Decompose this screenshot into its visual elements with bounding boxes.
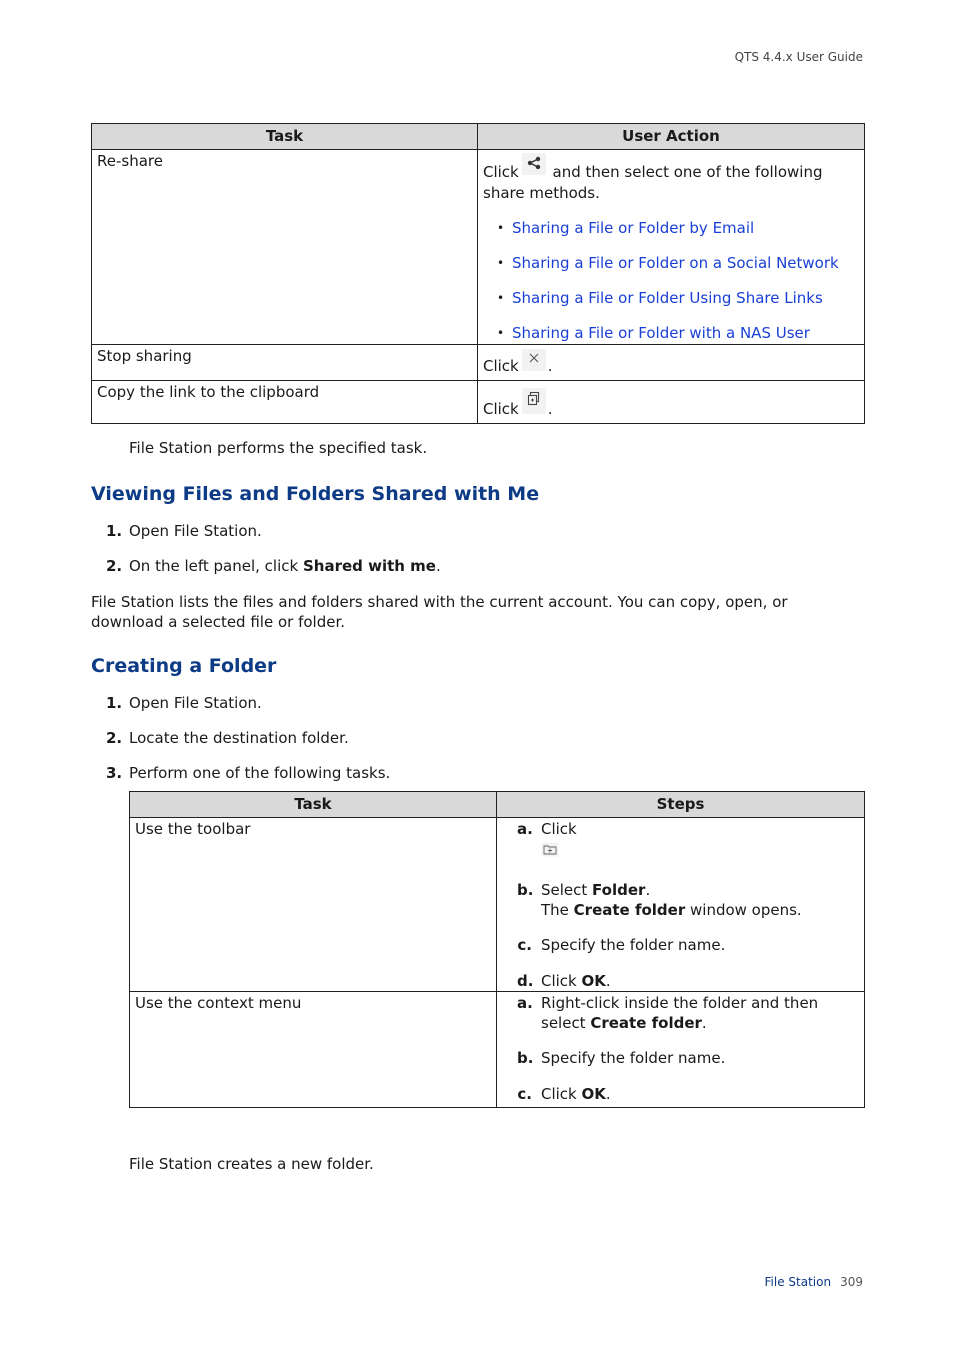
task-reshare: Re-share	[97, 152, 163, 170]
copy-link-icon	[522, 388, 546, 414]
table-header-row	[92, 124, 865, 150]
column-header-steps: Steps	[497, 792, 865, 818]
click-text: Click	[483, 163, 519, 181]
task-cell	[92, 150, 478, 345]
link-share-email[interactable]: Sharing a File or Folder by Email	[512, 219, 755, 237]
page-footer	[765, 1275, 863, 1289]
step-letter: d.	[517, 971, 534, 990]
close-icon	[522, 349, 546, 371]
step-text-end: .	[605, 1084, 611, 1103]
ui-term-folder: Folder	[592, 881, 646, 899]
task-use-toolbar: Use the toolbar	[135, 820, 251, 838]
column-header-task: Task	[130, 792, 497, 818]
share-actions-table	[91, 123, 865, 424]
step-text: Locate the destination folder.	[129, 729, 349, 747]
step-text: Select	[541, 881, 593, 899]
footer-section-name: File Station	[764, 1275, 832, 1289]
column-header-user-action: User Action	[478, 124, 865, 150]
share-instruction: and then select one of the following share methods.	[483, 163, 823, 202]
task-cell	[130, 992, 497, 1108]
step-letter: c.	[517, 936, 532, 954]
step-text: The	[541, 900, 574, 919]
action-cell	[478, 150, 865, 345]
task-cell	[92, 345, 478, 381]
steps-cell	[497, 992, 865, 1108]
page-number: 309	[840, 1275, 863, 1289]
action-cell	[478, 345, 865, 381]
step-item	[106, 557, 441, 576]
task-cell	[130, 818, 497, 992]
table-row	[92, 381, 865, 424]
sub-step	[497, 820, 859, 862]
step-text: Click	[541, 820, 577, 838]
sub-step	[497, 936, 859, 956]
task-stop-sharing: Stop sharing	[97, 347, 192, 365]
description-paragraph: File Station lists the files and folders shared with the current account. You can copy, open, or download a selected file or folder.	[91, 593, 788, 631]
sub-step	[497, 1085, 859, 1105]
step-item	[106, 522, 262, 541]
link-share-nas-user[interactable]: Sharing a File or Folder with a NAS User	[512, 324, 810, 342]
step-number: 1.	[106, 522, 123, 540]
step-text: Click	[541, 971, 582, 990]
share-methods-list	[483, 219, 859, 343]
step-text: Perform one of the following tasks.	[129, 764, 391, 782]
ui-term-ok: OK	[581, 971, 606, 990]
period-text: .	[547, 357, 553, 375]
running-header: QTS 4.4.x User Guide	[734, 50, 863, 64]
step-text-end: .	[435, 557, 441, 575]
table-row	[130, 818, 865, 992]
step-number: 1.	[106, 694, 123, 712]
step-text: Right-click inside the folder and then select	[541, 994, 819, 1032]
list-item	[483, 219, 859, 238]
sub-step	[497, 994, 859, 1033]
link-share-links[interactable]: Sharing a File or Folder Using Share Links	[512, 289, 823, 307]
sub-step	[497, 881, 859, 920]
task-copy-link: Copy the link to the clipboard	[97, 383, 320, 401]
step-letter: c.	[517, 1084, 532, 1103]
step-text: Click	[541, 1084, 582, 1103]
table-row	[130, 992, 865, 1108]
step-item	[106, 729, 349, 748]
steps-cell	[497, 818, 865, 992]
task-use-context-menu: Use the context menu	[135, 994, 302, 1012]
list-item	[483, 254, 859, 273]
step-text-end: window opens.	[685, 900, 802, 919]
step-text: Specify the folder name.	[541, 1049, 726, 1067]
click-text: Click	[483, 400, 519, 418]
step-letter: b.	[517, 1049, 534, 1067]
table-row	[92, 150, 865, 345]
step-text: On the left panel, click	[129, 557, 303, 575]
ui-term-shared-with-me: Shared with me	[302, 557, 436, 575]
ui-term-ok: OK	[581, 1084, 606, 1103]
action-cell	[478, 381, 865, 424]
step-text-end: .	[701, 1013, 707, 1032]
link-share-social[interactable]: Sharing a File or Folder on a Social Network	[512, 254, 839, 272]
task-cell	[92, 381, 478, 424]
step-text-end: .	[645, 881, 651, 899]
list-item	[483, 289, 859, 308]
click-text: Click	[483, 357, 519, 375]
result-text: File Station creates a new folder.	[129, 1155, 374, 1173]
create-folder-table	[129, 791, 865, 1108]
ui-term-create-folder: Create folder	[590, 1013, 702, 1032]
sub-step	[497, 1049, 859, 1069]
section-heading-shared-with-me: Viewing Files and Folders Shared with Me	[91, 483, 540, 505]
step-number: 2.	[106, 729, 123, 747]
step-text-end: .	[605, 971, 611, 990]
step-letter: b.	[517, 881, 534, 899]
list-item	[483, 324, 859, 343]
step-letter: a.	[517, 994, 533, 1012]
new-folder-icon	[541, 842, 559, 863]
step-text: Open File Station.	[129, 522, 262, 540]
step-number: 2.	[106, 557, 123, 575]
sub-step	[497, 972, 859, 992]
step-text: Open File Station.	[129, 694, 262, 712]
section-heading-creating-folder: Creating a Folder	[91, 655, 277, 677]
table-header-row	[130, 792, 865, 818]
result-text: File Station performs the specified task.	[129, 439, 428, 457]
step-letter: a.	[517, 820, 533, 838]
column-header-task: Task	[92, 124, 478, 150]
share-icon	[522, 153, 546, 175]
step-item	[106, 694, 262, 713]
step-item	[106, 764, 391, 783]
table-row	[92, 345, 865, 381]
step-number: 3.	[106, 764, 123, 782]
ui-term-create-folder: Create folder	[573, 900, 686, 919]
period-text: .	[547, 400, 553, 418]
step-text: Specify the folder name.	[541, 936, 726, 954]
